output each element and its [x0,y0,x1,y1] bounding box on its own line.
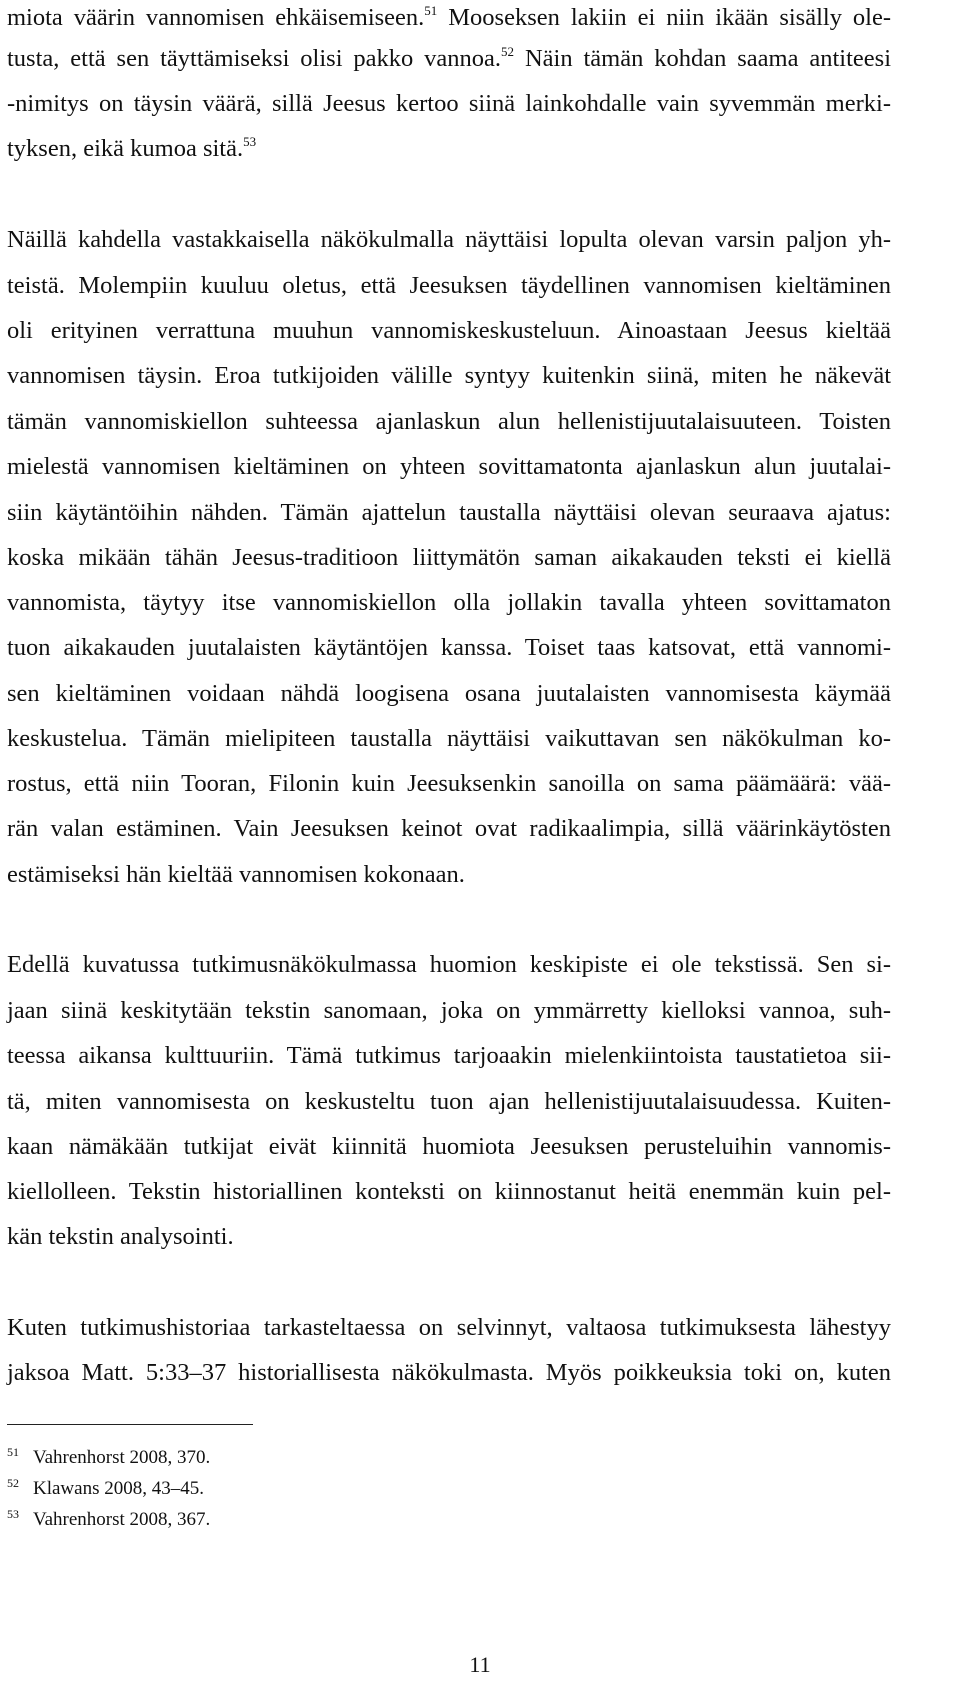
text-line: kän tekstin analysointi. [7,1223,234,1250]
text-line: kiellolleen. Tekstin historiallinen konteksti on kiinnostanut heitä enemmän kuin pel- [7,1178,891,1205]
text-line: tusta, että sen täyttämiseksi olisi pakko vannoa.$^{52}$ Näin tämän kohdan saama antiteesi [7,44,891,72]
text-line: tyksen, eikä kumoa sitä.$^{53}$ [7,134,257,162]
footnote-number: 52 [7,1476,19,1490]
text-line: rän valan estäminen. Vain Jeesuksen keinot ovat radikaalimpia, sillä väärinkäytösten [7,815,891,842]
footnote-number: 53 [7,1507,19,1521]
text-line: sen kieltäminen voidaan nähdä loogisena osana juutalaisten vannomisesta käymää [7,680,891,707]
text-line: Näillä kahdella vastakkaisella näkökulmalla näyttäisi lopulta olevan varsin paljon yh- [7,226,891,253]
text-line: jaan siinä keskitytään tekstin sanomaan, joka on ymmärretty kielloksi vannoa, suh- [7,997,891,1024]
text-line: jaksoa Matt. 5:33–37 historiallisesta näkökulmasta. Myös poikkeuksia toki on, kuten [7,1359,891,1386]
text-line: siin käytäntöihin nähden. Tämän ajattelun taustalla näyttäisi olevan seuraava ajatus: [7,499,891,526]
footnote-ref[interactable]: 53 [243,134,257,149]
footnote-text: Vahrenhorst 2008, 367. [33,1509,211,1530]
footnote-text: Klawans 2008, 43–45. [33,1478,204,1499]
text-line: oli erityinen verrattuna muuhun vannomiskeskusteluun. Ainoastaan Jeesus kieltää [7,317,891,344]
text-line: tämän vannomiskiellon suhteessa ajanlaskun alun hellenistijuutalaisuuteen. Toisten [7,408,891,435]
text-line: teistä. Molempiin kuuluu oletus, että Jeesuksen täydellinen vannomisen kieltäminen [7,272,891,299]
text-line: vannomisen täysin. Eroa tutkijoiden välille syntyy kuitenkin siinä, miten he näkevät [7,362,891,389]
text-line: -nimitys on täysin väärä, sillä Jeesus kertoo siinä lainkohdalle vain syvemmän merki- [7,90,891,117]
text-line: teessa aikansa kulttuuriin. Tämä tutkimus tarjoaakin mielenkiintoista taustatietoa sii- [7,1042,891,1069]
text-line: kaan nämäkään tutkijat eivät kiinnitä huomiota Jeesuksen perusteluihin vannomis- [7,1133,891,1160]
text-line: Kuten tutkimushistoriaa tarkasteltaessa on selvinnyt, valtaosa tutkimuksesta lähestyy [7,1314,891,1341]
text-line: tuon aikakauden juutalaisten käytäntöjen kanssa. Toiset taas katsovat, että vannomi- [7,634,891,661]
text-line: vannomista, täytyy itse vannomiskiellon olla jollakin tavalla yhteen sovittamaton [7,589,891,616]
text-line: mielestä vannomisen kieltäminen on yhteen sovittamatonta ajanlaskun alun juutalai- [7,453,891,480]
footnote-divider [7,1424,253,1425]
footnote-text: Vahrenhorst 2008, 370. [33,1447,211,1468]
footnote-ref[interactable]: 52 [501,44,515,59]
footnote-ref[interactable]: 51 [424,3,438,18]
text-line: estämiseksi hän kieltää vannomisen kokonaan. [7,861,465,888]
text-line: Edellä kuvatussa tutkimusnäkökulmassa huomion keskipiste ei ole tekstissä. Sen si- [7,951,891,978]
text-line: tä, miten vannomisesta on keskusteltu tuon ajan hellenistijuutalaisuudessa. Kuiten- [7,1088,891,1115]
page-number: 11 [469,1652,491,1677]
footnote-number: 51 [7,1445,19,1459]
text-line: miota väärin vannomisen ehkäisemiseen.$^{51}$ Mooseksen lakiin ei niin ikään sisälly ole- [7,3,891,31]
text-line: rostus, että niin Tooran, Filonin kuin Jeesuksenkin sanoilla on sama päämäärä: vää- [7,770,891,797]
text-line: koska mikään tähän Jeesus-traditioon liittymätön saman aikakauden teksti ei kiellä [7,544,891,571]
text-line: keskustelua. Tämän mielipiteen taustalla näyttäisi vaikuttavan sen näkökulman ko- [7,725,891,752]
